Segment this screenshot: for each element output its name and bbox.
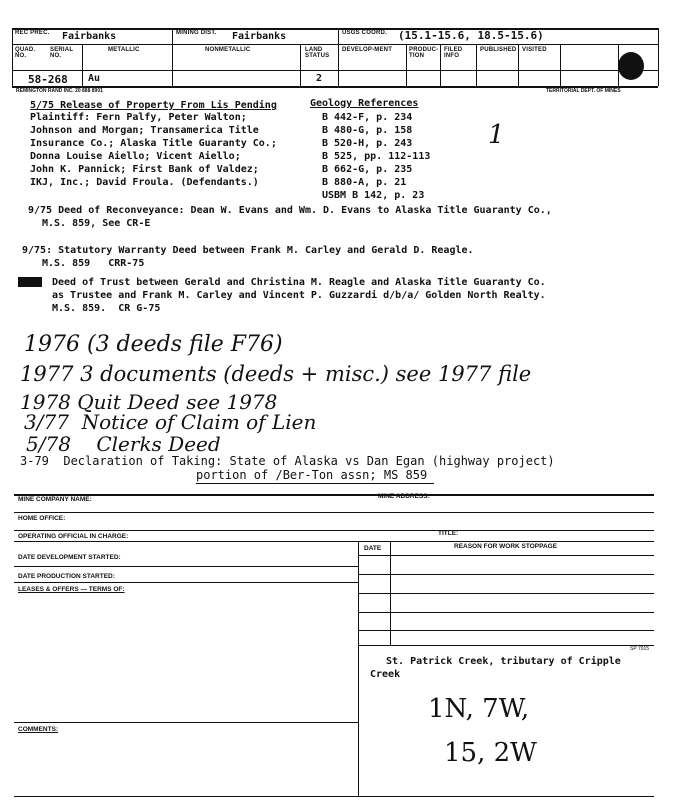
title-label: TITLE:: [438, 530, 459, 537]
reason-col-label: REASON FOR WORK STOPPAGE: [454, 543, 558, 550]
quad-no-label: QUAD. NO.: [15, 47, 36, 59]
handwritten-coordinates: 1N, 7W,: [428, 694, 530, 724]
mining-dist-value: Fairbanks: [232, 31, 287, 42]
handwritten-note: 5/78 Clerks Deed: [26, 432, 221, 456]
entry-4-line: M.S. 859. CR G-75: [52, 303, 161, 314]
quad-value: 58-268: [28, 73, 68, 86]
entry-2-line: 9/75 Deed of Reconveyance: Dean W. Evans and Wm. D. Evans to Alaska Title Guaranty Co.,: [28, 205, 552, 216]
redaction-block: [18, 277, 42, 287]
location-typed: Creek: [370, 669, 401, 680]
mine-company-label: MINE COMPANY NAME:: [18, 496, 92, 503]
metallic-label: METALLIC: [108, 47, 140, 53]
geology-title: Geology References: [310, 98, 419, 109]
territorial-imprint: TERRITORIAL DEPT. OF MINES: [546, 88, 621, 94]
punch-hole-icon: [618, 52, 644, 80]
land-status-value: 2: [316, 73, 323, 84]
usgs-coord-value: (15.1-15.6, 18.5-15.6): [398, 29, 544, 42]
date-dev-label: DATE DEVELOPMENT STARTED:: [18, 554, 121, 561]
handwritten-note: 3/77 Notice of Claim of Lien: [24, 410, 317, 434]
entry-1-line: Insurance Co.; Alaska Title Guaranty Co.;: [30, 138, 277, 149]
published-label: PUBLISHED: [480, 47, 517, 53]
operating-official-label: OPERATING OFFICIAL IN CHARGE:: [18, 533, 129, 540]
comments-label: COMMENTS:: [18, 726, 59, 733]
visited-label: VISITED: [522, 47, 547, 53]
printer-imprint: REMINGTON RAND INC. 20 888 8901: [16, 88, 103, 94]
entry-4-line: Deed of Trust between Gerald and Christina M. Reagle and Alaska Title Guaranty Co.: [52, 277, 546, 288]
rec-prec-label: REC PREC.: [15, 30, 50, 36]
geology-ref: B 525, pp. 112-113: [322, 151, 431, 162]
usgs-coord-label: USGS COORD.: [342, 30, 387, 36]
entry-2-line: M.S. 859, See CR-E: [42, 218, 151, 229]
geology-ref: B 520-H, p. 243: [322, 138, 413, 149]
serial-no-label: SERIAL NO.: [50, 47, 74, 59]
entry-3-line: 9/75: Statutory Warranty Deed between Frank M. Carley and Gerald D. Reagle.: [22, 245, 474, 256]
land-status-label: LAND STATUS: [305, 47, 330, 59]
rec-prec-value: Fairbanks: [62, 31, 117, 42]
entry-4-line: as Trustee and Frank M. Carley and Vincent P. Guzzardi d/b/a/ Golden North Realty.: [52, 290, 546, 301]
handwritten-note: 1976 (3 deeds file F76): [24, 332, 283, 357]
nonmetallic-label: NONMETALLIC: [205, 47, 251, 53]
entry-3-line: M.S. 859 CRR-75: [42, 258, 145, 269]
handwritten-coordinates: 15, 2W: [444, 738, 537, 768]
entry-1-title: 5/75 Release of Property From Lis Pending: [30, 100, 277, 111]
location-typed: St. Patrick Creek, tributary of Cripple: [386, 656, 621, 667]
date-col-label: DATE: [364, 545, 382, 552]
entry-1-line: Johnson and Morgan; Transamerica Title: [30, 125, 259, 136]
entry-5-line: 3-79 Declaration of Taking: State of Alaska vs Dan Egan (highway project): [20, 454, 555, 468]
home-office-label: HOME OFFICE:: [18, 515, 66, 522]
margin-handwriting: 1: [488, 120, 505, 150]
geology-ref: B 480-G, p. 158: [322, 125, 413, 136]
metallic-value: Au: [88, 73, 101, 84]
entry-1-line: Plaintiff: Fern Palfy, Peter Walton;: [30, 112, 247, 123]
geology-ref: B 662-G, p. 235: [322, 164, 413, 175]
mining-dist-label: MINING DIST.: [176, 30, 217, 36]
mine-address-label: MINE ADDRESS:: [378, 493, 430, 500]
geology-ref: B 442-F, p. 234: [322, 112, 413, 123]
filed-info-label: FILED INFO: [444, 47, 463, 59]
production-label: PRODUC-TION: [409, 47, 439, 59]
handwritten-note: 1977 3 documents (deeds + misc.) see 1977 file: [20, 362, 532, 386]
leases-label: LEASES & OFFERS — TERMS OF:: [18, 586, 125, 593]
geology-ref: USBM B 142, p. 23: [322, 190, 425, 201]
entry-1-line: John K. Pannick; First Bank of Valdez;: [30, 164, 259, 175]
develop-label: DEVELOP-MENT: [342, 47, 393, 53]
entry-5-line: portion of /Ber-Ton assn; MS 859: [196, 468, 428, 482]
entry-1-line: Donna Louise Aiello; Vicent Aiello;: [30, 151, 241, 162]
form-number: SP 7915: [630, 646, 650, 652]
entry-1-line: IKJ, Inc.; David Froula. (Defendants.): [30, 177, 259, 188]
date-prod-label: DATE PRODUCTION STARTED:: [18, 573, 115, 580]
handwritten-note: 1978 Quit Deed see 1978: [20, 390, 278, 414]
geology-ref: B 880-A, p. 21: [322, 177, 407, 188]
